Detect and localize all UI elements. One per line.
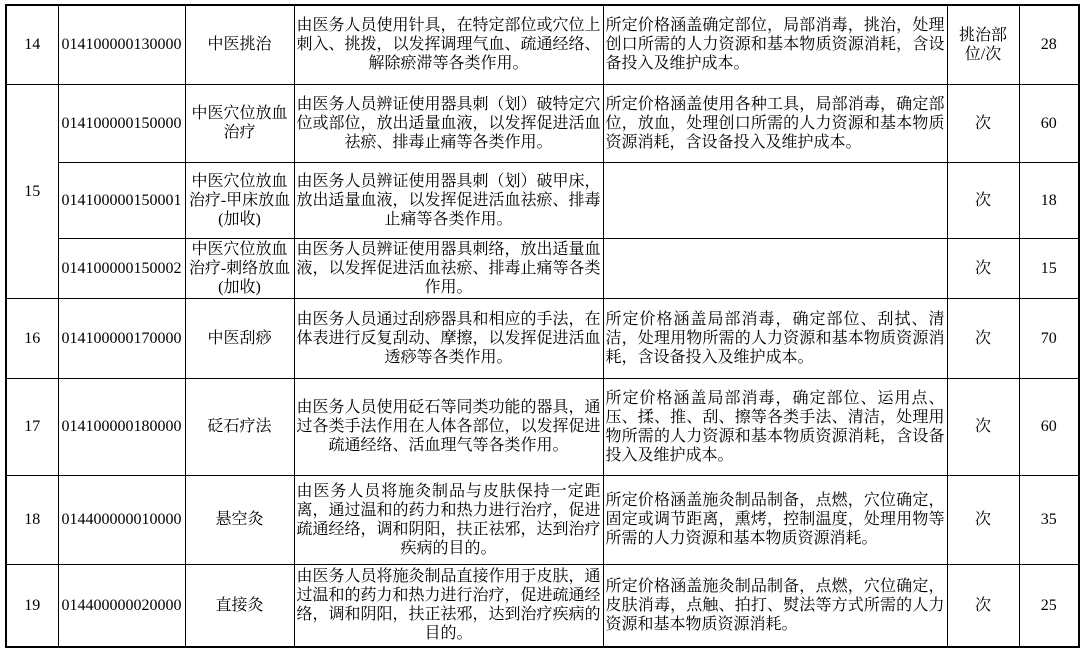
unit-cell: 次 <box>947 238 1019 298</box>
coverage-cell: 所定价格涵盖局部消毒，确定部位、运用点、压、揉、推、刮、擦等各类手法、清洁，处理用物所需的人力资源和基本物质资源消耗，含设备投入及维护成本。 <box>603 378 947 475</box>
table-row <box>6 5 1079 84</box>
table-row <box>6 378 1079 475</box>
price-table <box>5 4 1080 648</box>
name-cell: 中医穴位放血治疗-刺络放血(加收) <box>185 238 294 298</box>
price-cell: 18 <box>1019 162 1079 238</box>
table-row <box>6 162 1079 238</box>
table-row <box>6 238 1079 298</box>
seq-cell: 18 <box>6 475 58 564</box>
desc-cell: 由医务人员通过刮痧器具和相应的手法，在体表进行反复刮动、摩擦，以发挥促进活血透痧等各类作用。 <box>294 298 603 378</box>
price-cell: 60 <box>1019 84 1079 162</box>
name-cell: 中医刮痧 <box>185 298 294 378</box>
desc-cell: 由医务人员将施灸制品直接作用于皮肤，通过温和的药力和热力进行治疗，促进疏通经络，调和阴阳，扶正祛邪，达到治疗疾病的目的。 <box>294 564 603 647</box>
table-row <box>6 475 1079 564</box>
price-cell: 60 <box>1019 378 1079 475</box>
coverage-cell <box>603 238 947 298</box>
code-cell: 014400000020000 <box>58 564 185 647</box>
price-cell: 25 <box>1019 564 1079 647</box>
price-cell: 35 <box>1019 475 1079 564</box>
coverage-cell: 所定价格涵盖施灸制品制备，点燃，穴位确定，固定或调节距离，熏烤，控制温度，处理用物等所需的人力资源和基本物质资源消耗。 <box>603 475 947 564</box>
unit-cell: 次 <box>947 298 1019 378</box>
coverage-cell: 所定价格涵盖局部消毒，确定部位、刮拭、清洁，处理用物所需的人力资源和基本物质资源消耗，含设备投入及维护成本。 <box>603 298 947 378</box>
code-cell: 014100000180000 <box>58 378 185 475</box>
seq-cell: 17 <box>6 378 58 475</box>
document-page <box>5 4 1080 648</box>
coverage-cell: 所定价格涵盖确定部位，局部消毒，挑治，处理创口所需的人力资源和基本物质资源消耗，含设备投入及维护成本。 <box>603 5 947 84</box>
name-cell: 砭石疗法 <box>185 378 294 475</box>
unit-cell: 次 <box>947 84 1019 162</box>
table-row <box>6 564 1079 647</box>
name-cell: 悬空灸 <box>185 475 294 564</box>
desc-cell: 由医务人员辨证使用器具刺络，放出适量血液，以发挥促进活血祛瘀、排毒止痛等各类作用。 <box>294 238 603 298</box>
desc-cell: 由医务人员使用针具，在特定部位或穴位上刺入、挑拨，以发挥调理气血、疏通经络、解除瘀滞等各类作用。 <box>294 5 603 84</box>
code-cell: 014400000010000 <box>58 475 185 564</box>
desc-cell: 由医务人员将施灸制品与皮肤保持一定距离，通过温和的药力和热力进行治疗，促进疏通经络，调和阴阳，扶正祛邪，达到治疗疾病的目的。 <box>294 475 603 564</box>
coverage-cell: 所定价格涵盖使用各种工具，局部消毒，确定部位，放血，处理创口所需的人力资源和基本物质资源消耗，含设备投入及维护成本。 <box>603 84 947 162</box>
table-row <box>6 84 1079 162</box>
name-cell: 直接灸 <box>185 564 294 647</box>
code-cell: 014100000150002 <box>58 238 185 298</box>
code-cell: 014100000130000 <box>58 5 185 84</box>
seq-cell: 16 <box>6 298 58 378</box>
code-cell: 014100000150000 <box>58 84 185 162</box>
desc-cell: 由医务人员使用砭石等同类功能的器具，通过各类手法作用在人体各部位，以发挥促进疏通经络、活血理气等各类作用。 <box>294 378 603 475</box>
seq-cell: 14 <box>6 5 58 84</box>
seq-cell: 19 <box>6 564 58 647</box>
code-cell: 014100000170000 <box>58 298 185 378</box>
name-cell: 中医穴位放血治疗-甲床放血(加收) <box>185 162 294 238</box>
unit-cell: 次 <box>947 475 1019 564</box>
unit-cell: 挑治部位/次 <box>947 5 1019 84</box>
desc-cell: 由医务人员辨证使用器具刺（划）破甲床，放出适量血液，以发挥促进活血祛瘀、排毒止痛等各类作用。 <box>294 162 603 238</box>
price-cell: 70 <box>1019 298 1079 378</box>
table-row <box>6 298 1079 378</box>
seq-cell: 15 <box>6 84 58 298</box>
name-cell: 中医挑治 <box>185 5 294 84</box>
name-cell: 中医穴位放血治疗 <box>185 84 294 162</box>
unit-cell: 次 <box>947 378 1019 475</box>
unit-cell: 次 <box>947 564 1019 647</box>
code-cell: 014100000150001 <box>58 162 185 238</box>
price-cell: 15 <box>1019 238 1079 298</box>
unit-cell: 次 <box>947 162 1019 238</box>
price-cell: 28 <box>1019 5 1079 84</box>
coverage-cell: 所定价格涵盖施灸制品制备，点燃，穴位确定，皮肤消毒，点触、拍打、熨法等方式所需的人力资源和基本物质资源消耗。 <box>603 564 947 647</box>
desc-cell: 由医务人员辨证使用器具刺（划）破特定穴位或部位，放出适量血液，以发挥促进活血祛瘀、排毒止痛等各类作用。 <box>294 84 603 162</box>
coverage-cell <box>603 162 947 238</box>
